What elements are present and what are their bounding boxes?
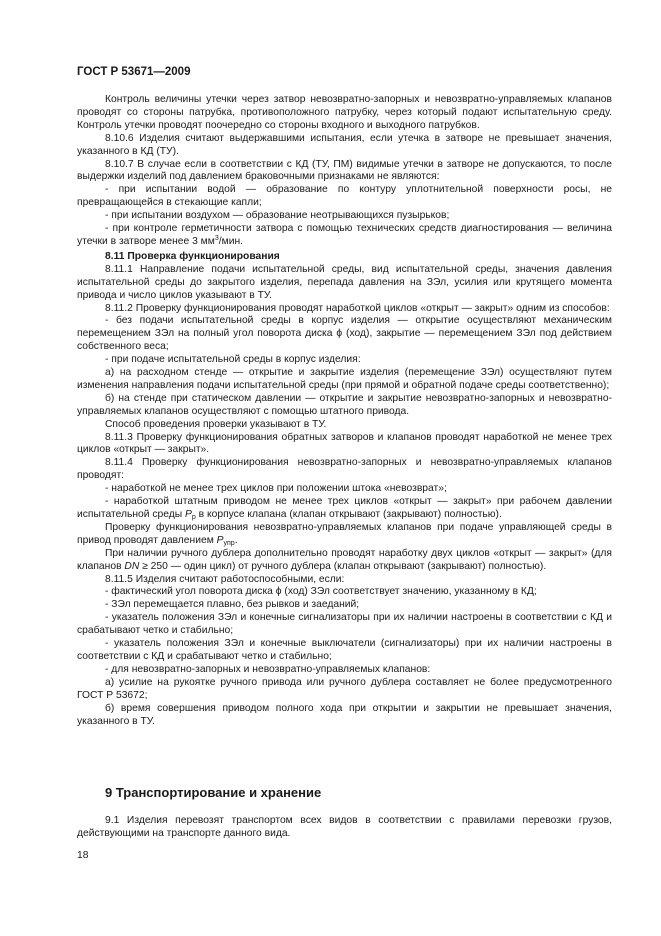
list-item: - при испытании воздухом — образование неотрывающихся пузырьков; bbox=[105, 210, 450, 222]
list-item: - указатель положения ЗЭл и конечные выключатели (сигнализаторы) при их наличии настроены в соответствии с КД и срабатывают четко и стабильно; bbox=[77, 638, 612, 662]
list-item: - без подачи испытательной среды в корпус изделия — открытие осуществляют механическим перемещением ЗЭл на полный угол поворота диска ϕ (ход), закрытие — перемещением ЗЭл под действием собственного веса; bbox=[77, 315, 612, 353]
list-item: - ЗЭл перемещается плавно, без рывков и заеданий; bbox=[105, 599, 360, 611]
paragraph: Проверку функционирования невозвратно-управляемых клапанов при подаче управляющей среды в привод проводят давлением $P_{упр}$. bbox=[77, 521, 612, 547]
list-item: - наработкой не менее трех циклов при положении штока «невозврат»; bbox=[105, 483, 447, 495]
list-item: - при контроле герметичности затвора с помощью технических средств диагностирования — величина утечки в затворе менее 3 $мм^3$/мин. bbox=[77, 223, 612, 247]
paragraph: Способ проведения проверки указывают в ТУ. bbox=[105, 418, 327, 430]
list-item: - фактический угол поворота диска ϕ (ход) ЗЭл соответствует значению, указанному в КД; bbox=[105, 586, 537, 598]
paragraph: 8.11.5 Изделия считают работоспособными, если: bbox=[105, 573, 345, 585]
paragraph: 8.11.1 Направление подачи испытательной среды, вид испытательной среды, значения давления испытательной среды до закрытого изделия, перепада давления на ЗЭл, усилия или крутящего момента привода и число циклов указывают в ТУ. bbox=[77, 263, 612, 301]
chapter-heading: 9 Транспортирование и хранение bbox=[105, 785, 322, 800]
list-item: - при подаче испытательной среды в корпус изделия: bbox=[105, 354, 361, 366]
list-item: - указатель положения ЗЭл и конечные сигнализаторы при их наличии настроены в соответствии с КД и срабатывают четко и стабильно; bbox=[77, 612, 612, 637]
list-item: а) на расходном стенде — открытие и закрытие изделия (перемещение ЗЭл) осуществляют путем изменения направления подачи испытательной среды (при прямой и обратной подаче среды соответственно); bbox=[77, 367, 612, 391]
paragraph: 9.1 Изделия перевозят транспортом всех видов в соответствии с правилами перевозки грузов, действующими на транспорте данного вида. bbox=[77, 815, 612, 839]
list-item: - наработкой штатным приводом не менее трех циклов «открыт — закрыт» при рабочем давлении испытательной среды $P_р$ в корпусе клапана (клапан открывают (закрывают) полностью). bbox=[77, 496, 612, 521]
page-number: 18 bbox=[77, 850, 89, 861]
paragraph: 8.11.2 Проверку функционирования проводят наработкой циклов «открыт — закрыт» одним из способов: bbox=[105, 302, 610, 314]
list-item: б) время совершения приводом полного хода при открытии и закрытии не превышает значения, указанного в ТУ. bbox=[77, 702, 612, 727]
document-body bbox=[77, 94, 612, 728]
paragraph: 8.11.4 Проверку функционирования невозвратно-запорных и невозвратно-управляемых клапанов проводят: bbox=[77, 457, 612, 482]
paragraph: 8.10.6 Изделия считают выдержавшими испытания, если утечка в затворе не превышает значения, указанного в КД (ТУ). bbox=[77, 132, 612, 157]
paragraph: 8.10.7 В случае если в соответствии с КД (ТУ, ПМ) видимые утечки в затворе не допускаются, то после выдержки изделий под давлением браковочными признаками не являются: bbox=[77, 158, 612, 183]
list-item: - для невозвратно-запорных и невозвратно-управляемых клапанов: bbox=[105, 663, 431, 675]
chapter-body bbox=[77, 815, 612, 841]
list-item: б) на стенде при статическом давлении — открытие и закрытие невозвратно-запорных и невозвратно-управляемых клапанов осуществляют с помощью штатного привода. bbox=[77, 392, 612, 417]
paragraph: При наличии ручного дублера дополнительно проводят наработку двух циклов «открыт — закрыт» (для клапанов DN ≥ 250 — один цикл) от ручного дублера (клапан открывают (закрывают) полностью). bbox=[77, 547, 612, 572]
paragraph: 8.11.3 Проверку функционирования обратных затворов и клапанов проводят наработкой не менее трех циклов «открыт — закрыт». bbox=[77, 431, 612, 456]
list-item: а) усилие на рукоятке ручного привода или ручного дублера составляет не более предусмотренного ГОСТ Р 53672; bbox=[77, 676, 612, 701]
document-header: ГОСТ Р 53671—2009 bbox=[77, 66, 191, 78]
list-item: - при испытании водой — образование по контуру уплотнительной поверхности росы, не превращающейся в стекающие капли; bbox=[77, 184, 612, 209]
section-heading: 8.11 Проверка функционирования bbox=[105, 250, 280, 262]
paragraph: Контроль величины утечки через затвор невозвратно-запорных и невозвратно-управляемых клапанов проводят со стороны патрубка, противоположного патрубку, через который подают испытательную среду. Контроль утечки проводят поочередно со стороны входного и выходного патрубков. bbox=[77, 94, 612, 131]
